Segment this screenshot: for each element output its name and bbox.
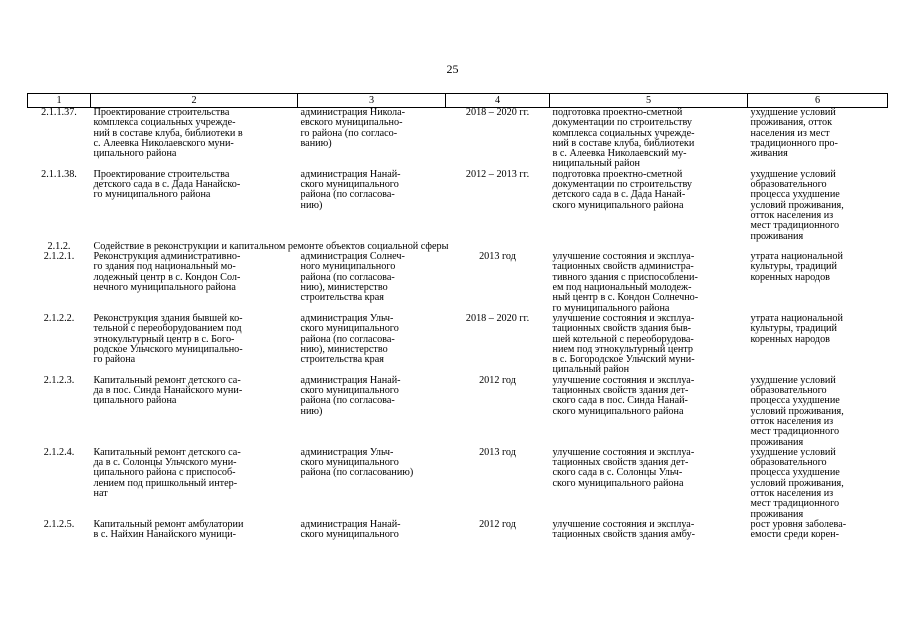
table-header-row	[28, 94, 888, 108]
measure-name: Капитальный ремонт амбулатории в с. Найхин Нанайского муници-	[93, 518, 244, 541]
expected-result: подготовка проектно-сметной документации по строительству комплекса социальных учрежде- ний в составе клуба, библиотеки в с. Алеевка Николаевский му- ниципальный район	[552, 107, 695, 170]
implementation-period: 2018 – 2020 гг.	[465, 312, 530, 324]
non-implementation-consequences: утрата национальной культуры, традиций коренных народов	[750, 251, 843, 283]
table-row	[28, 252, 888, 314]
implementation-period: 2012 год	[479, 374, 516, 386]
column-header: 1	[28, 94, 91, 108]
responsible-executor: администрация Нанай- ского муниципального района (по согласова- нию)	[300, 374, 401, 417]
item-number: 2.1.2.4.	[43, 446, 75, 458]
responsible-executor: администрация Нанай- ского муниципального	[300, 518, 401, 541]
table-row	[28, 314, 888, 376]
table-row	[28, 448, 888, 520]
measure-name: Реконструкция здания бывшей ко- тельной с переоборудованием под этнокультурный центр в с. Бого- родское Ульчского муниципально- го района	[93, 312, 243, 366]
item-number: 2.1.2.1.	[43, 251, 75, 263]
measure-name: Проектирование строительства комплекса социальных учрежде- ний в составе клуба, библиотеки в с. Алеевка Николаевского муни- ципального района	[93, 107, 243, 160]
non-implementation-consequences: ухудшение условий образовательного процесса ухудшение условий проживания, отток населения из мест традиционного проживания	[750, 446, 844, 520]
table-row	[28, 520, 888, 541]
column-header: 2	[91, 94, 298, 108]
measure-name: Проектирование строительства детского сада в с. Дада Нанайско- го муниципального района	[93, 168, 241, 201]
item-number: 2.1.1.38.	[41, 168, 77, 180]
responsible-executor: администрация Ульч- ского муниципального района (по согласованию)	[300, 446, 414, 479]
non-implementation-consequences: ухудшение условий проживания, отток населения из мест традиционного про- живания	[750, 107, 838, 160]
expected-result: улучшение состояния и эксплуа- тационных свойств администра- тивного здания с приспособлени- ем под национальный молодеж- ный центр в с. Кондон Солнечно- го муниципального района	[552, 251, 699, 314]
item-number: 2.1.1.37.	[41, 107, 77, 118]
item-number: 2.1.2.5.	[43, 518, 75, 530]
measure-name: Капитальный ремонт детского са- да в пос. Синда Нанайского муни- ципального района	[93, 374, 243, 407]
column-header: 6	[748, 94, 888, 108]
item-number: 2.1.2.3.	[43, 374, 75, 386]
table-row	[28, 108, 888, 170]
non-implementation-consequences: рост уровня заболева- емости среди корен-	[750, 518, 847, 541]
non-implementation-consequences: ухудшение условий образовательного процесса ухудшение условий проживания, отток населения из мест традиционного проживания	[750, 374, 844, 448]
expected-result: подготовка проектно-сметной документации по строительству детского сада в с. Дада Нанай- ского муниципального района	[552, 168, 693, 211]
measure-name: Капитальный ремонт детского са- да в с. Солонцы Ульчского муни- ципального района с приспособ- лением под пришкольный интер- нат	[93, 446, 241, 499]
implementation-period: 2012 год	[479, 518, 516, 530]
responsible-executor: администрация Никола- евского муниципально- го района (по согласо- ванию)	[300, 107, 406, 149]
page-number: 25	[446, 62, 459, 76]
implementation-period: 2013 год	[479, 251, 516, 263]
expected-result: улучшение состояния и эксплуа- тационных свойств здания быв- шей котельной с переоборудова- нием под этнокультурный центр в с. Богородское Ульчский муни- ципальный район	[552, 312, 695, 376]
non-implementation-consequences: ухудшение условий образовательного процесса ухудшение условий проживания, отток населения из мест традиционного проживания	[750, 168, 844, 242]
implementation-period: 2018 – 2020 гг.	[465, 107, 530, 118]
non-implementation-consequences: утрата национальной культуры, традиций коренных народов	[750, 312, 843, 345]
responsible-executor: администрация Ульч- ского муниципального района (по согласова- нию), министерство строительства края	[300, 312, 399, 366]
column-header: 3	[298, 94, 446, 108]
column-header: 5	[550, 94, 748, 108]
measure-name: Реконструкция административно- го здания под национальный мо- лодежный центр в с. Кондон Сол- нечного муниципального района	[93, 251, 241, 294]
responsible-executor: администрация Нанай- ского муниципального района (по согласова- нию)	[300, 168, 401, 211]
column-header: 4	[446, 94, 550, 108]
expected-result: улучшение состояния и эксплуа- тационных свойств здания дет- ского сада в с. Солонцы Ульч- ского муниципального района	[552, 446, 695, 489]
table-row	[28, 170, 888, 242]
implementation-period: 2013 год	[479, 446, 516, 458]
table-row	[28, 376, 888, 448]
item-number: 2.1.2.2.	[43, 312, 75, 324]
expected-result: улучшение состояния и эксплуа- тационных свойств здания дет- ского сада в пос. Синда Нанай- ского муниципального района	[552, 374, 695, 417]
responsible-executor: администрация Солнеч- ного муниципального района (по согласова- нию), министерство строительства края	[300, 251, 405, 304]
section-number: 2.1.2.	[47, 240, 71, 252]
section-title: Содействие в реконструкции и капитальном ремонте объектов социальной сферы	[93, 240, 449, 252]
program-table	[27, 93, 888, 540]
implementation-period: 2012 – 2013 гг.	[465, 168, 530, 180]
expected-result: улучшение состояния и эксплуа- тационных свойств здания амбу-	[552, 518, 696, 541]
